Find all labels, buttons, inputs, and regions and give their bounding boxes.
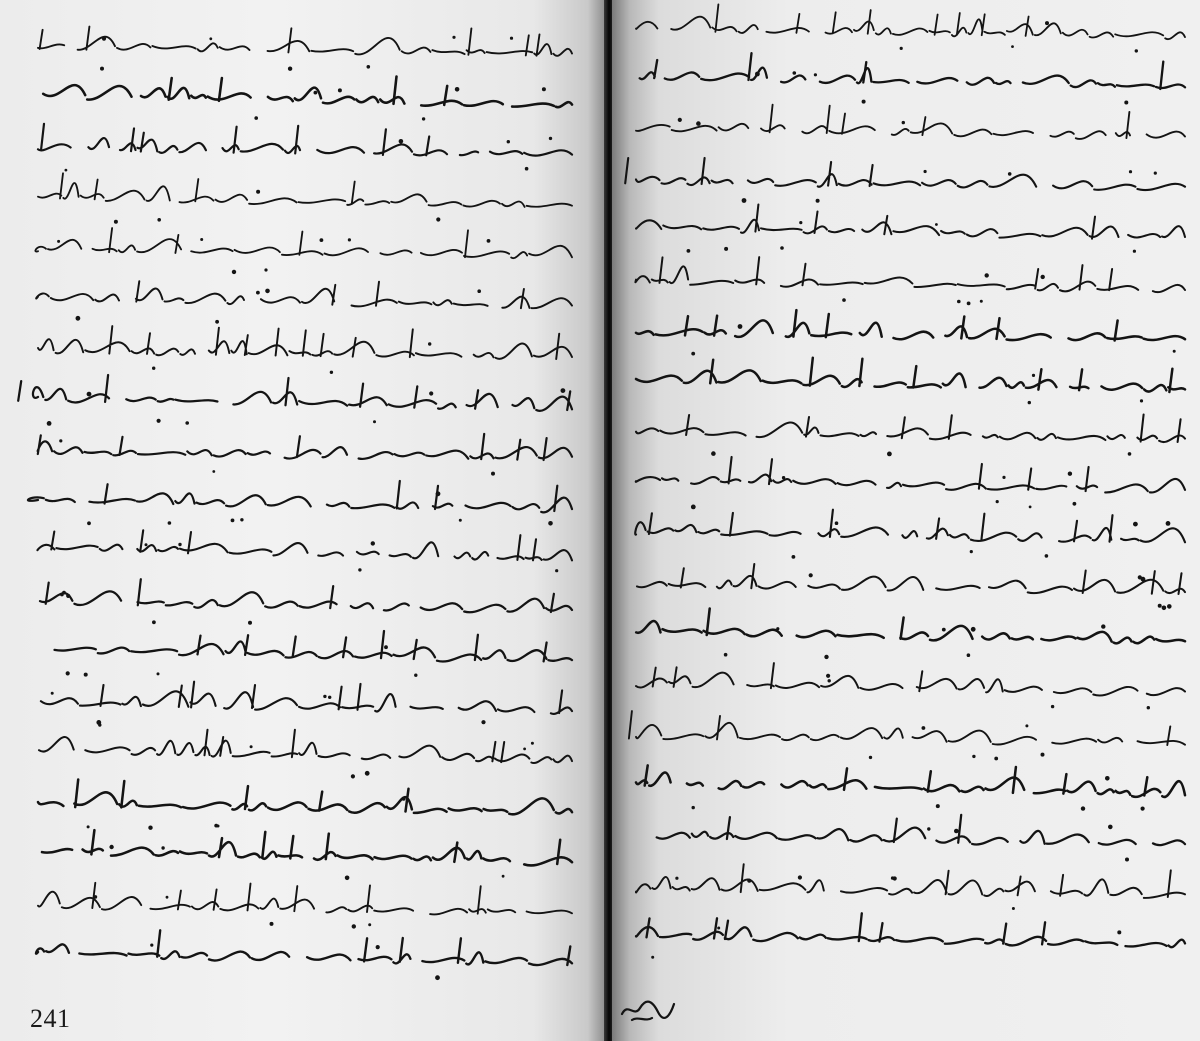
left-manuscript-line-10 — [34, 483, 574, 529]
left-manuscript-line-2 — [34, 79, 574, 125]
left-manuscript-line-16 — [34, 786, 574, 832]
right-manuscript-line-14 — [632, 667, 1187, 713]
right-manuscript-line-6 — [632, 263, 1187, 309]
right-manuscript-line-10 — [632, 465, 1187, 511]
right-manuscript-line-5 — [632, 212, 1187, 258]
left-manuscript-line-8 — [34, 382, 574, 428]
right-manuscript-line-7 — [632, 313, 1187, 359]
right-manuscript-line-16 — [632, 768, 1187, 814]
left-manuscript-line-19 — [34, 937, 574, 983]
left-manuscript-line-1 — [34, 28, 574, 74]
right-manuscript-line-11 — [632, 515, 1187, 561]
left-manuscript-line-5 — [34, 230, 574, 276]
right-manuscript-line-12 — [632, 566, 1187, 612]
right-manuscript-line-1 — [632, 10, 1187, 56]
left-manuscript-line-4 — [34, 180, 574, 226]
left-manuscript-line-7 — [34, 331, 574, 377]
left-manuscript-line-11 — [34, 533, 574, 579]
right-manuscript-line-18 — [632, 869, 1187, 915]
left-manuscript-line-17 — [34, 836, 574, 882]
left-manuscript-line-3 — [34, 129, 574, 175]
left-manuscript-line-18 — [34, 887, 574, 933]
left-manuscript-line-13 — [34, 634, 574, 680]
left-manuscript-line-14 — [34, 685, 574, 731]
page-number: 241 — [30, 1004, 71, 1033]
right-manuscript-line-9 — [632, 414, 1187, 460]
left-manuscript-line-12 — [34, 584, 574, 630]
right-manuscript-line-15 — [632, 717, 1187, 763]
catchword-handwriting — [618, 994, 678, 1024]
right-manuscript-line-2 — [632, 61, 1187, 107]
right-manuscript-line-13 — [632, 616, 1187, 662]
right-manuscript-line-19 — [632, 919, 1187, 965]
right-manuscript-line-17 — [632, 818, 1187, 864]
right-page — [612, 0, 1200, 1041]
left-manuscript-line-6 — [34, 281, 574, 327]
right-page-text-block — [612, 0, 1200, 1041]
left-manuscript-line-9 — [34, 432, 574, 478]
right-manuscript-line-4 — [632, 162, 1187, 208]
left-manuscript-line-15 — [34, 735, 574, 781]
right-manuscript-line-8 — [632, 364, 1187, 410]
right-manuscript-line-3 — [632, 111, 1187, 157]
